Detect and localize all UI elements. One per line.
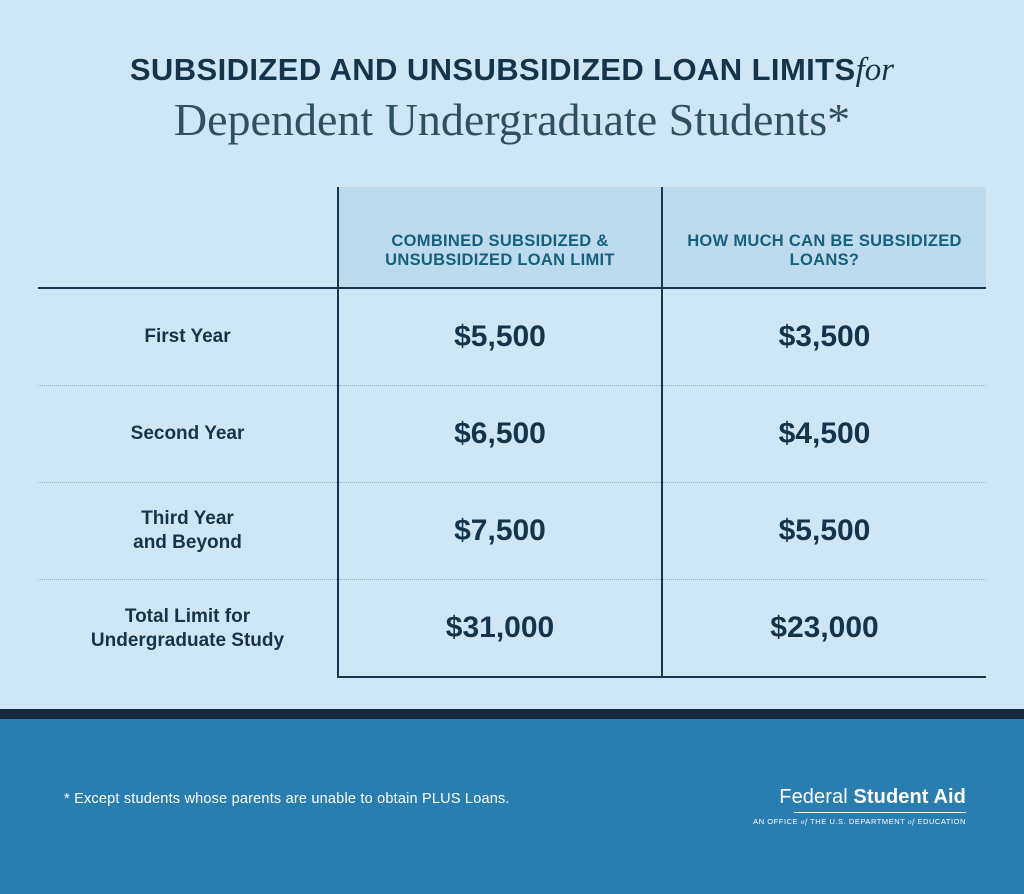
cell-subsidized-second-year: $4,500 [662,386,986,483]
row-label-first-year: First Year [38,288,338,386]
page-title-line1 [130,52,894,88]
cell-subsidized-total: $23,000 [662,580,986,678]
logo-subtitle [753,817,966,826]
logo-divider [794,812,966,813]
table-row [38,386,986,483]
cell-combined-total: $31,000 [338,580,662,678]
row-label-third-year: Third Year and Beyond [38,483,338,580]
title-block [0,0,1024,147]
table-row [38,288,986,386]
logo-word-student-aid: Student Aid [853,786,966,808]
table-row [38,580,986,678]
cell-subsidized-third-year: $5,500 [662,483,986,580]
logo-sub-of-2: of [907,817,915,826]
logo-sub-end: EDUCATION [914,817,966,826]
federal-student-aid-logo [753,787,966,826]
table-header-row [38,187,986,288]
page-title-main: SUBSIDIZED AND UNSUBSIDIZED LOAN LIMITS [129,52,856,87]
logo-wordmark [753,787,966,807]
page-title-for: for [855,52,895,88]
loan-limits-table-wrapper [38,187,986,678]
layout-spacer [0,678,1024,709]
table-header-subsidized-amount: HOW MUCH CAN BE SUBSIDIZED LOANS? [662,187,986,288]
table-header [38,187,986,288]
footer-divider [0,709,1024,719]
logo-sub-pre: AN OFFICE [753,817,801,826]
logo-sub-post: THE U.S. DEPARTMENT [807,817,908,826]
footnote-text: * Except students whose parents are unable to obtain PLUS Loans. [64,791,510,807]
row-label-total-limit: Total Limit for Undergraduate Study [90,605,285,651]
row-label-second-year: Second Year [38,386,338,483]
logo-word-federal: Federal [779,786,854,808]
cell-combined-third-year: $7,500 [338,483,662,580]
logo-sub-of-1: of [800,817,808,826]
table-row [38,483,986,580]
cell-subsidized-first-year: $3,500 [662,288,986,386]
page-title-line2: Dependent Undergraduate Students* [173,94,851,146]
cell-combined-first-year: $5,500 [338,288,662,386]
loan-limits-table [38,187,986,678]
table-header-blank [38,187,338,288]
table-body [38,288,986,677]
cell-combined-second-year: $6,500 [338,386,662,483]
table-header-combined-limit: COMBINED SUBSIDIZED & UNSUBSIDIZED LOAN LIMIT [338,187,662,288]
footer-band [0,719,1024,894]
